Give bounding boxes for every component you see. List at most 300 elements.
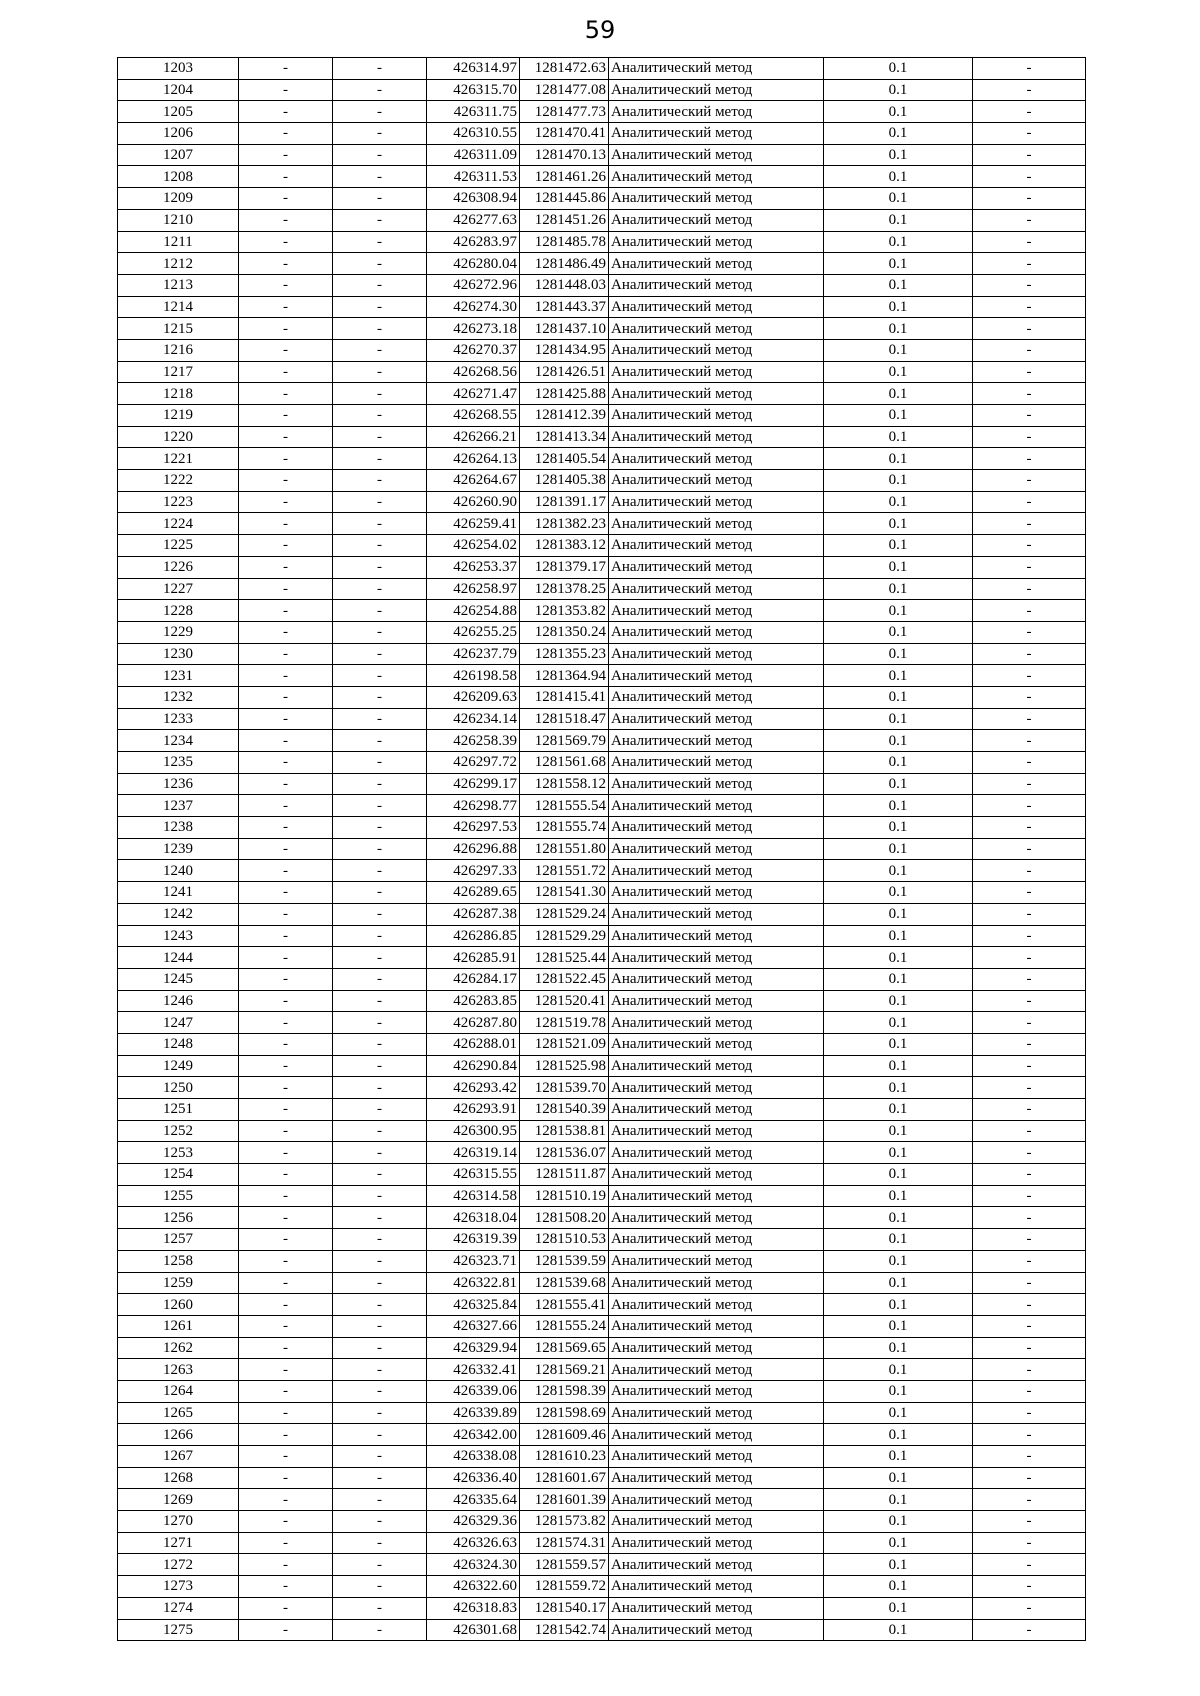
accuracy-cell: 0.1	[824, 1554, 973, 1576]
point-number-cell: 1232	[118, 686, 239, 708]
point-number-cell: 1265	[118, 1402, 239, 1424]
dash-cell: -	[973, 882, 1086, 904]
table-row	[118, 1489, 1086, 1511]
y-coordinate-cell: 1281598.39	[520, 1380, 609, 1402]
dash-cell: -	[333, 535, 427, 557]
dash-cell: -	[239, 1142, 333, 1164]
y-coordinate-cell: 1281448.03	[520, 274, 609, 296]
accuracy-cell: 0.1	[824, 123, 973, 145]
accuracy-cell: 0.1	[824, 1467, 973, 1489]
dash-cell: -	[333, 882, 427, 904]
point-number-cell: 1275	[118, 1619, 239, 1641]
dash-cell: -	[973, 1099, 1086, 1121]
y-coordinate-cell: 1281551.80	[520, 838, 609, 860]
dash-cell: -	[239, 1424, 333, 1446]
y-coordinate-cell: 1281510.53	[520, 1229, 609, 1251]
dash-cell: -	[239, 361, 333, 383]
dash-cell: -	[333, 209, 427, 231]
y-coordinate-cell: 1281559.72	[520, 1576, 609, 1598]
table-row	[118, 58, 1086, 80]
table-row	[118, 1033, 1086, 1055]
dash-cell: -	[239, 1294, 333, 1316]
point-number-cell: 1240	[118, 860, 239, 882]
table-row	[118, 925, 1086, 947]
method-cell: Аналитический метод	[609, 1033, 824, 1055]
dash-cell: -	[239, 600, 333, 622]
accuracy-cell: 0.1	[824, 1033, 973, 1055]
dash-cell: -	[973, 274, 1086, 296]
method-cell: Аналитический метод	[609, 405, 824, 427]
method-cell: Аналитический метод	[609, 296, 824, 318]
method-cell: Аналитический метод	[609, 1185, 824, 1207]
x-coordinate-cell: 426310.55	[427, 123, 520, 145]
dash-cell: -	[239, 556, 333, 578]
y-coordinate-cell: 1281485.78	[520, 231, 609, 253]
dash-cell: -	[239, 1012, 333, 1034]
point-number-cell: 1221	[118, 448, 239, 470]
method-cell: Аналитический метод	[609, 188, 824, 210]
point-number-cell: 1212	[118, 253, 239, 275]
accuracy-cell: 0.1	[824, 860, 973, 882]
method-cell: Аналитический метод	[609, 1380, 824, 1402]
y-coordinate-cell: 1281413.34	[520, 426, 609, 448]
point-number-cell: 1227	[118, 578, 239, 600]
dash-cell: -	[239, 426, 333, 448]
dash-cell: -	[239, 1337, 333, 1359]
method-cell: Аналитический метод	[609, 383, 824, 405]
dash-cell: -	[973, 513, 1086, 535]
point-number-cell: 1249	[118, 1055, 239, 1077]
point-number-cell: 1273	[118, 1576, 239, 1598]
point-number-cell: 1266	[118, 1424, 239, 1446]
dash-cell: -	[333, 1185, 427, 1207]
dash-cell: -	[973, 1185, 1086, 1207]
dash-cell: -	[239, 708, 333, 730]
y-coordinate-cell: 1281521.09	[520, 1033, 609, 1055]
point-number-cell: 1225	[118, 535, 239, 557]
x-coordinate-cell: 426293.42	[427, 1077, 520, 1099]
point-number-cell: 1251	[118, 1099, 239, 1121]
table-row	[118, 752, 1086, 774]
dash-cell: -	[333, 1120, 427, 1142]
accuracy-cell: 0.1	[824, 79, 973, 101]
dash-cell: -	[973, 968, 1086, 990]
point-number-cell: 1222	[118, 470, 239, 492]
dash-cell: -	[333, 1099, 427, 1121]
dash-cell: -	[973, 144, 1086, 166]
y-coordinate-cell: 1281598.69	[520, 1402, 609, 1424]
method-cell: Аналитический метод	[609, 1294, 824, 1316]
dash-cell: -	[973, 339, 1086, 361]
table-row	[118, 1359, 1086, 1381]
dash-cell: -	[333, 643, 427, 665]
accuracy-cell: 0.1	[824, 882, 973, 904]
dash-cell: -	[973, 470, 1086, 492]
table-row	[118, 1120, 1086, 1142]
dash-cell: -	[973, 1619, 1086, 1641]
dash-cell: -	[239, 1315, 333, 1337]
x-coordinate-cell: 426308.94	[427, 188, 520, 210]
table-row	[118, 1446, 1086, 1468]
y-coordinate-cell: 1281561.68	[520, 752, 609, 774]
point-number-cell: 1262	[118, 1337, 239, 1359]
point-number-cell: 1215	[118, 318, 239, 340]
accuracy-cell: 0.1	[824, 621, 973, 643]
method-cell: Аналитический метод	[609, 1554, 824, 1576]
x-coordinate-cell: 426253.37	[427, 556, 520, 578]
point-number-cell: 1255	[118, 1185, 239, 1207]
dash-cell: -	[333, 1207, 427, 1229]
x-coordinate-cell: 426268.55	[427, 405, 520, 427]
dash-cell: -	[973, 1207, 1086, 1229]
dash-cell: -	[239, 1467, 333, 1489]
method-cell: Аналитический метод	[609, 686, 824, 708]
dash-cell: -	[333, 578, 427, 600]
point-number-cell: 1209	[118, 188, 239, 210]
dash-cell: -	[973, 1315, 1086, 1337]
method-cell: Аналитический метод	[609, 1315, 824, 1337]
dash-cell: -	[973, 361, 1086, 383]
dash-cell: -	[239, 665, 333, 687]
table-row	[118, 968, 1086, 990]
dash-cell: -	[239, 58, 333, 80]
method-cell: Аналитический метод	[609, 838, 824, 860]
method-cell: Аналитический метод	[609, 1142, 824, 1164]
method-cell: Аналитический метод	[609, 123, 824, 145]
accuracy-cell: 0.1	[824, 470, 973, 492]
x-coordinate-cell: 426327.66	[427, 1315, 520, 1337]
point-number-cell: 1205	[118, 101, 239, 123]
dash-cell: -	[333, 1467, 427, 1489]
y-coordinate-cell: 1281364.94	[520, 665, 609, 687]
dash-cell: -	[973, 600, 1086, 622]
method-cell: Аналитический метод	[609, 990, 824, 1012]
accuracy-cell: 0.1	[824, 968, 973, 990]
accuracy-cell: 0.1	[824, 231, 973, 253]
table-row	[118, 123, 1086, 145]
point-number-cell: 1269	[118, 1489, 239, 1511]
dash-cell: -	[239, 1120, 333, 1142]
x-coordinate-cell: 426255.25	[427, 621, 520, 643]
dash-cell: -	[333, 361, 427, 383]
dash-cell: -	[973, 231, 1086, 253]
x-coordinate-cell: 426315.70	[427, 79, 520, 101]
x-coordinate-cell: 426287.80	[427, 1012, 520, 1034]
table-row	[118, 686, 1086, 708]
dash-cell: -	[239, 1576, 333, 1598]
dash-cell: -	[333, 1142, 427, 1164]
accuracy-cell: 0.1	[824, 101, 973, 123]
method-cell: Аналитический метод	[609, 968, 824, 990]
table-body	[118, 58, 1086, 1641]
accuracy-cell: 0.1	[824, 795, 973, 817]
x-coordinate-cell: 426311.09	[427, 144, 520, 166]
accuracy-cell: 0.1	[824, 318, 973, 340]
table-row	[118, 1164, 1086, 1186]
table-row	[118, 1532, 1086, 1554]
accuracy-cell: 0.1	[824, 1532, 973, 1554]
x-coordinate-cell: 426339.89	[427, 1402, 520, 1424]
accuracy-cell: 0.1	[824, 188, 973, 210]
dash-cell: -	[239, 166, 333, 188]
method-cell: Аналитический метод	[609, 426, 824, 448]
table-row	[118, 144, 1086, 166]
x-coordinate-cell: 426318.83	[427, 1597, 520, 1619]
table-row	[118, 1467, 1086, 1489]
point-number-cell: 1203	[118, 58, 239, 80]
accuracy-cell: 0.1	[824, 1099, 973, 1121]
point-number-cell: 1241	[118, 882, 239, 904]
table-row	[118, 1229, 1086, 1251]
dash-cell: -	[973, 1033, 1086, 1055]
dash-cell: -	[239, 1033, 333, 1055]
accuracy-cell: 0.1	[824, 947, 973, 969]
x-coordinate-cell: 426318.04	[427, 1207, 520, 1229]
method-cell: Аналитический метод	[609, 1012, 824, 1034]
table-row	[118, 817, 1086, 839]
table-row	[118, 621, 1086, 643]
x-coordinate-cell: 426290.84	[427, 1055, 520, 1077]
method-cell: Аналитический метод	[609, 795, 824, 817]
y-coordinate-cell: 1281555.74	[520, 817, 609, 839]
method-cell: Аналитический метод	[609, 1489, 824, 1511]
dash-cell: -	[239, 188, 333, 210]
table-row	[118, 535, 1086, 557]
method-cell: Аналитический метод	[609, 752, 824, 774]
accuracy-cell: 0.1	[824, 1294, 973, 1316]
dash-cell: -	[973, 817, 1086, 839]
point-number-cell: 1264	[118, 1380, 239, 1402]
dash-cell: -	[239, 817, 333, 839]
dash-cell: -	[239, 1272, 333, 1294]
dash-cell: -	[239, 1446, 333, 1468]
dash-cell: -	[973, 1511, 1086, 1533]
y-coordinate-cell: 1281445.86	[520, 188, 609, 210]
dash-cell: -	[973, 708, 1086, 730]
y-coordinate-cell: 1281525.44	[520, 947, 609, 969]
accuracy-cell: 0.1	[824, 686, 973, 708]
point-number-cell: 1235	[118, 752, 239, 774]
accuracy-cell: 0.1	[824, 1012, 973, 1034]
x-coordinate-cell: 426270.37	[427, 339, 520, 361]
method-cell: Аналитический метод	[609, 79, 824, 101]
dash-cell: -	[333, 903, 427, 925]
x-coordinate-cell: 426296.88	[427, 838, 520, 860]
dash-cell: -	[973, 1012, 1086, 1034]
method-cell: Аналитический метод	[609, 708, 824, 730]
x-coordinate-cell: 426258.97	[427, 578, 520, 600]
point-number-cell: 1234	[118, 730, 239, 752]
dash-cell: -	[973, 1164, 1086, 1186]
dash-cell: -	[973, 1359, 1086, 1381]
dash-cell: -	[333, 947, 427, 969]
accuracy-cell: 0.1	[824, 1120, 973, 1142]
dash-cell: -	[973, 1532, 1086, 1554]
point-number-cell: 1256	[118, 1207, 239, 1229]
y-coordinate-cell: 1281379.17	[520, 556, 609, 578]
method-cell: Аналитический метод	[609, 947, 824, 969]
y-coordinate-cell: 1281573.82	[520, 1511, 609, 1533]
table-row	[118, 1099, 1086, 1121]
coordinates-table	[117, 57, 1086, 1641]
table-row	[118, 491, 1086, 513]
x-coordinate-cell: 426297.33	[427, 860, 520, 882]
dash-cell: -	[333, 274, 427, 296]
dash-cell: -	[239, 1055, 333, 1077]
dash-cell: -	[973, 166, 1086, 188]
dash-cell: -	[333, 1597, 427, 1619]
dash-cell: -	[973, 621, 1086, 643]
dash-cell: -	[333, 188, 427, 210]
dash-cell: -	[973, 860, 1086, 882]
y-coordinate-cell: 1281511.87	[520, 1164, 609, 1186]
dash-cell: -	[333, 621, 427, 643]
table-row	[118, 1424, 1086, 1446]
x-coordinate-cell: 426342.00	[427, 1424, 520, 1446]
y-coordinate-cell: 1281555.24	[520, 1315, 609, 1337]
x-coordinate-cell: 426264.13	[427, 448, 520, 470]
dash-cell: -	[239, 405, 333, 427]
method-cell: Аналитический метод	[609, 773, 824, 795]
method-cell: Аналитический метод	[609, 1099, 824, 1121]
table-row	[118, 1207, 1086, 1229]
table-row	[118, 426, 1086, 448]
table-row	[118, 1511, 1086, 1533]
dash-cell: -	[973, 752, 1086, 774]
point-number-cell: 1210	[118, 209, 239, 231]
point-number-cell: 1219	[118, 405, 239, 427]
dash-cell: -	[973, 1576, 1086, 1598]
dash-cell: -	[333, 1619, 427, 1641]
dash-cell: -	[239, 1229, 333, 1251]
table-row	[118, 1576, 1086, 1598]
x-coordinate-cell: 426259.41	[427, 513, 520, 535]
y-coordinate-cell: 1281412.39	[520, 405, 609, 427]
dash-cell: -	[333, 1055, 427, 1077]
y-coordinate-cell: 1281415.41	[520, 686, 609, 708]
y-coordinate-cell: 1281405.54	[520, 448, 609, 470]
y-coordinate-cell: 1281520.41	[520, 990, 609, 1012]
dash-cell: -	[333, 470, 427, 492]
method-cell: Аналитический метод	[609, 1619, 824, 1641]
y-coordinate-cell: 1281405.38	[520, 470, 609, 492]
accuracy-cell: 0.1	[824, 1164, 973, 1186]
method-cell: Аналитический метод	[609, 1229, 824, 1251]
accuracy-cell: 0.1	[824, 1402, 973, 1424]
y-coordinate-cell: 1281472.63	[520, 58, 609, 80]
table-row	[118, 1554, 1086, 1576]
accuracy-cell: 0.1	[824, 665, 973, 687]
y-coordinate-cell: 1281539.59	[520, 1250, 609, 1272]
x-coordinate-cell: 426234.14	[427, 708, 520, 730]
dash-cell: -	[239, 1164, 333, 1186]
x-coordinate-cell: 426314.58	[427, 1185, 520, 1207]
point-number-cell: 1236	[118, 773, 239, 795]
table-row	[118, 188, 1086, 210]
point-number-cell: 1206	[118, 123, 239, 145]
accuracy-cell: 0.1	[824, 1207, 973, 1229]
dash-cell: -	[239, 1511, 333, 1533]
table-row	[118, 405, 1086, 427]
y-coordinate-cell: 1281525.98	[520, 1055, 609, 1077]
table-row	[118, 600, 1086, 622]
x-coordinate-cell: 426287.38	[427, 903, 520, 925]
accuracy-cell: 0.1	[824, 274, 973, 296]
method-cell: Аналитический метод	[609, 1359, 824, 1381]
table-row	[118, 773, 1086, 795]
x-coordinate-cell: 426283.85	[427, 990, 520, 1012]
dash-cell: -	[333, 405, 427, 427]
method-cell: Аналитический метод	[609, 1467, 824, 1489]
dash-cell: -	[973, 491, 1086, 513]
dash-cell: -	[239, 253, 333, 275]
point-number-cell: 1268	[118, 1467, 239, 1489]
x-coordinate-cell: 426260.90	[427, 491, 520, 513]
method-cell: Аналитический метод	[609, 1055, 824, 1077]
dash-cell: -	[239, 1250, 333, 1272]
dash-cell: -	[239, 1597, 333, 1619]
dash-cell: -	[973, 405, 1086, 427]
dash-cell: -	[333, 773, 427, 795]
point-number-cell: 1223	[118, 491, 239, 513]
point-number-cell: 1216	[118, 339, 239, 361]
x-coordinate-cell: 426283.97	[427, 231, 520, 253]
dash-cell: -	[973, 686, 1086, 708]
point-number-cell: 1259	[118, 1272, 239, 1294]
dash-cell: -	[239, 318, 333, 340]
accuracy-cell: 0.1	[824, 1229, 973, 1251]
y-coordinate-cell: 1281391.17	[520, 491, 609, 513]
point-number-cell: 1230	[118, 643, 239, 665]
dash-cell: -	[239, 860, 333, 882]
method-cell: Аналитический метод	[609, 1250, 824, 1272]
table-row	[118, 513, 1086, 535]
point-number-cell: 1261	[118, 1315, 239, 1337]
y-coordinate-cell: 1281350.24	[520, 621, 609, 643]
accuracy-cell: 0.1	[824, 426, 973, 448]
table-row	[118, 1185, 1086, 1207]
x-coordinate-cell: 426323.71	[427, 1250, 520, 1272]
dash-cell: -	[239, 79, 333, 101]
y-coordinate-cell: 1281559.57	[520, 1554, 609, 1576]
dash-cell: -	[973, 383, 1086, 405]
table-row	[118, 1315, 1086, 1337]
method-cell: Аналитический метод	[609, 817, 824, 839]
dash-cell: -	[239, 925, 333, 947]
table-row	[118, 947, 1086, 969]
point-number-cell: 1228	[118, 600, 239, 622]
method-cell: Аналитический метод	[609, 578, 824, 600]
dash-cell: -	[973, 1272, 1086, 1294]
method-cell: Аналитический метод	[609, 231, 824, 253]
dash-cell: -	[239, 752, 333, 774]
table-row	[118, 274, 1086, 296]
x-coordinate-cell: 426326.63	[427, 1532, 520, 1554]
table-row	[118, 448, 1086, 470]
method-cell: Аналитический метод	[609, 1207, 824, 1229]
dash-cell: -	[973, 925, 1086, 947]
y-coordinate-cell: 1281609.46	[520, 1424, 609, 1446]
y-coordinate-cell: 1281529.24	[520, 903, 609, 925]
point-number-cell: 1229	[118, 621, 239, 643]
y-coordinate-cell: 1281518.47	[520, 708, 609, 730]
dash-cell: -	[333, 1359, 427, 1381]
dash-cell: -	[239, 795, 333, 817]
method-cell: Аналитический метод	[609, 1272, 824, 1294]
method-cell: Аналитический метод	[609, 535, 824, 557]
accuracy-cell: 0.1	[824, 838, 973, 860]
point-number-cell: 1237	[118, 795, 239, 817]
